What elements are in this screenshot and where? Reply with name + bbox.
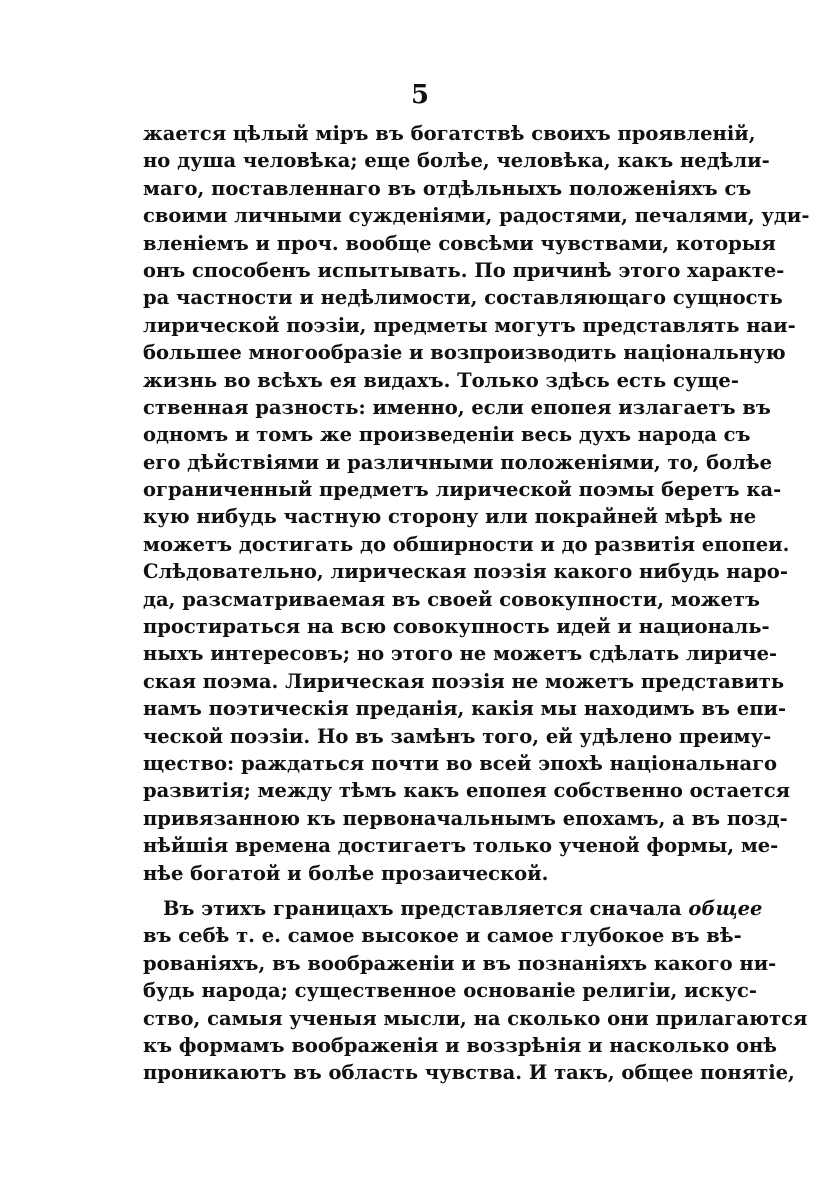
paragraph-2 — [143, 895, 808, 1087]
paragraph-1 — [143, 120, 810, 887]
text-line: лирической поэзіи, предметы могутъ представлять наи- — [143, 313, 796, 337]
text-line: щество: раждаться почти во всей эпохѣ національнаго — [143, 751, 778, 775]
text-line: нѣйшія времена достигаетъ только ученой формы, ме- — [143, 834, 779, 858]
text-line: ская поэма. Лирическая поэзія не можетъ представить — [143, 669, 785, 693]
text-line: жается цѣлый міръ въ богатствѣ своихъ проявленій, — [143, 122, 756, 145]
text-line: онъ способенъ испытывать. По причинѣ этого характе- — [143, 258, 785, 282]
text-line: маго, поставленнаго въ отдѣльныхъ положеніяхъ съ — [143, 176, 752, 200]
page-number: 5 — [410, 80, 430, 110]
paragraph-gap — [143, 887, 698, 895]
text-line: можетъ достигать до обширности и до развитія епопеи. — [143, 532, 790, 556]
text-line: простираться на всю совокупность идей и националь- — [143, 615, 770, 639]
body-text — [143, 120, 810, 1087]
text-line: кую нибудь частную сторону или покрайней мѣрѣ не — [143, 505, 757, 529]
text-segment: Въ этихъ границахъ представляется сначала — [163, 896, 689, 920]
text-line: ныхъ интересовъ; но этого не можетъ сдѣлать лириче- — [143, 642, 778, 666]
text-line: да, разсматриваемая въ своей совокупности, можетъ — [143, 587, 760, 611]
text-line: ческой поэзіи. Но въ замѣнъ того, ей удѣлено преиму- — [143, 724, 772, 748]
italic-word: общее — [688, 896, 763, 920]
text-line: ра частности и недѣлимости, составляющаго сущность — [143, 286, 783, 310]
text-line: развитія; между тѣмъ какъ епопея собственно остается — [143, 779, 791, 803]
text-line: жизнь во всѣхъ ея видахъ. Только здѣсь есть суще- — [143, 368, 739, 392]
text-line: ственная разность: именно, если епопея излагаетъ въ — [143, 395, 771, 419]
text-line: его дѣйствіями и различными положеніями, то, болѣе — [143, 450, 773, 474]
text-line: ограниченный предметъ лирической поэмы беретъ ка- — [143, 478, 782, 502]
text-line: къ формамъ воображенія и воззрѣнія и насколько онѣ — [143, 1033, 778, 1057]
text-line: но душа человѣка; еще болѣе, человѣка, какъ недѣли- — [143, 149, 770, 173]
text-line: намъ поэтическія преданія, какія мы находимъ въ епи- — [143, 697, 787, 721]
text-line: одномъ и томъ же произведеніи весь духъ народа съ — [143, 423, 751, 447]
text-line: своими личными сужденіями, радостями, печалями, уди- — [143, 204, 810, 228]
text-line: вленіемъ и проч. вообще совсѣми чувствами, которыя — [143, 231, 776, 255]
text-line: въ себѣ т. е. самое высокое и самое глубокое въ вѣ- — [143, 924, 742, 948]
text-line: Слѣдовательно, лирическая поэзія какого нибудь наро- — [143, 560, 788, 584]
text-line — [143, 895, 763, 922]
text-line: большее многообразіе и возпроизводить національную — [143, 341, 786, 365]
text-line: будь народа; существенное основаніе религіи, искус- — [143, 979, 757, 1003]
text-line: привязанною къ первоначальнымъ епохамъ, а въ позд- — [143, 806, 788, 830]
text-line: нѣе богатой и болѣе прозаической. — [143, 861, 549, 885]
text-line: проникаютъ въ область чувства. И такъ, общее понятіе, — [143, 1061, 795, 1085]
text-line: рованіяхъ, въ воображеніи и въ познаніяхъ какого ни- — [143, 951, 777, 975]
text-line: ство, самыя ученыя мысли, на сколько они прилагаются — [143, 1006, 808, 1030]
